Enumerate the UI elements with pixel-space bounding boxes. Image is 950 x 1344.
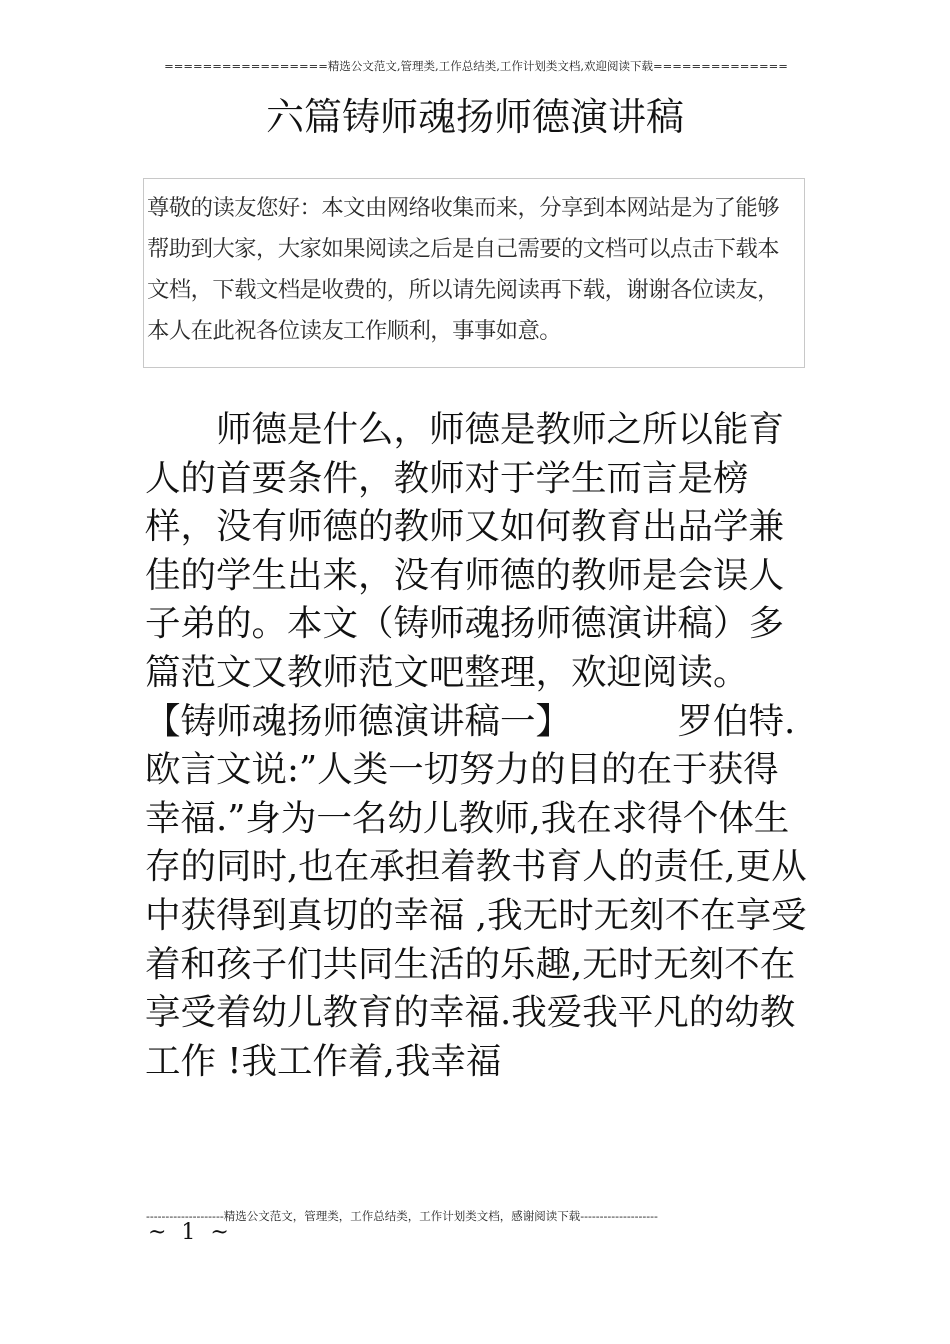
document-body [145,406,807,1086]
page-footer: --------------------精选公文范文，管理类，工作总结类，工作计划类文档，感谢阅读下载-------------------- [146,1209,658,1223]
reader-notice-text: 尊敬的读友您好：本文由网络收集而来，分享到本网站是为了能够帮助到大家，大家如果阅读之后是自己需要的文档可以点击下载本文档，下载文档是收费的，所以请先阅读再下载，谢谢各位读友，本人在此祝各位读友工作顺利，事事如意。 [147,195,779,344]
section-heading: 【铸师魂扬师德演讲稿一】 [145,700,572,742]
reader-notice-box [143,178,805,368]
section-paragraph [145,698,807,1087]
page-header: =================精选公文范文,管理类,工作总结类,工作计划类文档,欢迎阅读下载============== [164,59,788,73]
section-text: 罗伯特.欧言文说:”人类一切努力的目的在于获得幸福.”身为一名幼儿教师,我在求得个体生存的同时,也在承担着教书育人的责任,更从中获得到真切的幸福 ,我无时无刻不在享受着和孩子们共同生活的乐趣,无时无刻不在享受着幼儿教育的幸福.我爱我平凡的幼教工作 !我工作着,我幸福 [145,700,807,1082]
intro-paragraph: 师德是什么，师德是教师之所以能育人的首要条件，教师对于学生而言是榜样，没有师德的教师又如何教育出品学兼佳的学生出来，没有师德的教师是会误人子弟的。本文（铸师魂扬师德演讲稿）多篇范文又教师范文吧整理，欢迎阅读。 [145,409,785,693]
document-title: 六篇铸师魂扬师德演讲稿 [265,95,684,139]
page-number: ~ 1 ~ [148,1220,233,1245]
